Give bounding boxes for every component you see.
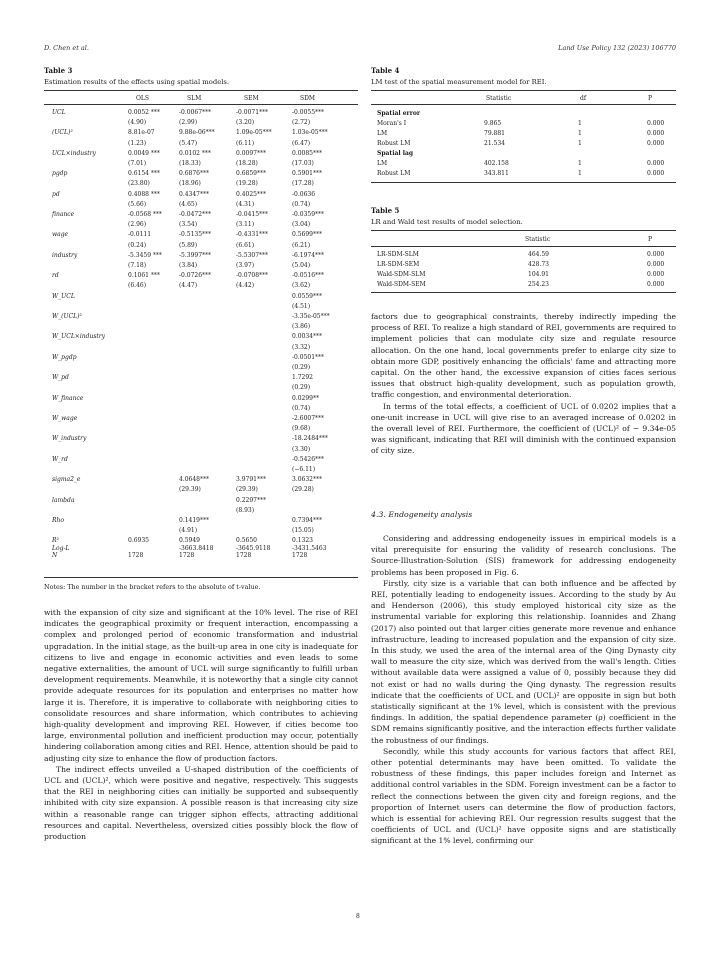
table-cell: 0.000 <box>647 251 665 258</box>
table-cell: 343.811 <box>484 170 509 177</box>
column-header: P <box>648 95 653 102</box>
column-header: Statistic <box>525 236 551 243</box>
row-label: W_pd <box>52 374 69 382</box>
table-cell: (8.93) <box>236 506 255 514</box>
table-cell: 0.5901*** <box>292 170 322 178</box>
table-3-top-rule <box>44 90 358 91</box>
table-cell: -0.0359*** <box>292 211 325 218</box>
table-cell: 0.1323 <box>292 537 313 545</box>
table-cell: 1728 <box>292 551 308 559</box>
table-cell: (5.47) <box>179 139 198 147</box>
row-label: W_rd <box>52 455 68 463</box>
table-5-title: Table 5 <box>371 206 400 215</box>
row-label: (UCL)² <box>52 129 73 137</box>
table-cell: 0.5949 <box>179 537 200 545</box>
table-cell: (7.01) <box>128 160 147 167</box>
table-cell: (3.97) <box>236 262 255 269</box>
row-label: rd <box>52 272 59 280</box>
table-cell: (6.11) <box>236 139 255 147</box>
table-cell: 9.865 <box>484 120 502 127</box>
table-cell: 0.0052 *** <box>128 109 160 116</box>
table-cell: (4.51) <box>292 302 311 310</box>
table-cell: (7.18) <box>128 262 147 269</box>
table-4-top-rule <box>371 90 676 91</box>
table-cell: -3663.8418 <box>179 544 214 552</box>
table-cell: 254.23 <box>528 281 549 288</box>
table-cell: (3.04) <box>292 221 311 229</box>
table-cell: (−6.11) <box>292 466 316 473</box>
row-label: W_(UCL)² <box>52 313 82 320</box>
column-header: OLS <box>136 95 150 102</box>
table-cell: 0.0102 *** <box>179 149 211 157</box>
table-cell: 0.000 <box>647 271 665 278</box>
table-cell: 0.0097*** <box>236 149 266 157</box>
paragraph: factors due to geographical constraints, thereby indirectly impeding the process of REI. To realize a high standard of REI, governments are required to implement policies that can modulate city size and regulate resource allocation. On the one hand, local governments prefer to enlarge city size to obtain more GDP, positively enhancing the officials' fame and attracting more capital. On the other hand, the excessive expansion of cities faces serious issues that obstruct high-quality development, such as population growth, traffic congestion, and environmental deterioration. <box>371 312 676 400</box>
table-cell: (6.47) <box>292 139 311 147</box>
row-label: W_wage <box>52 415 78 422</box>
row-label: Wald-SDM-SEM <box>377 281 426 288</box>
table-cell: 9.88e-06*** <box>179 129 215 137</box>
table-cell: -0.0071*** <box>236 109 269 116</box>
row-label: pgdp <box>52 170 68 178</box>
table-cell: 0.4347*** <box>179 190 209 198</box>
table-cell: (0.74) <box>292 404 311 412</box>
table-cell: (9.68) <box>292 425 311 433</box>
table-cell: (29.39) <box>236 486 258 494</box>
table-cell: -0.0708*** <box>236 272 269 280</box>
row-label: finance <box>52 211 75 218</box>
table-5-top-rule <box>371 230 676 231</box>
column-header: SLM <box>187 95 202 102</box>
table-cell: 0.4088 *** <box>128 190 160 198</box>
table-cell: -0.0415*** <box>236 211 269 218</box>
table-cell: (3.86) <box>292 323 311 331</box>
table-cell: (6.46) <box>128 282 147 290</box>
table-cell: (1.23) <box>128 139 147 147</box>
table-cell: (2.96) <box>128 221 147 229</box>
table-cell: (0.29) <box>292 364 311 371</box>
table-cell: (5.89) <box>179 241 198 249</box>
running-head-journal: Land Use Policy 132 (2023) 106770 <box>558 44 676 52</box>
row-label: LR-SDM-SLM <box>377 251 419 258</box>
table-4-header-rule <box>371 104 676 105</box>
table-cell: (3.20) <box>236 119 255 127</box>
row-label: industry <box>52 251 78 259</box>
column-header: SDM <box>300 95 316 102</box>
row-label: W_finance <box>52 394 84 402</box>
paragraph: Secondly, while this study accounts for various factors that affect REI, other potential determinants may have been omitted. To validate the robustness of these findings, this paper includes foreign and Internet as additional control variables in the SDM. Foreign investment can be a factor to reflect the connections between the given city and foreign regions, and the proportion of Internet users can determine the flow of production factors, which is essential for achieving REI. Our regression results suggest that the coefficients of UCL and (UCL)² have opposite signs and are statistically significant at the 1% level, confirming our <box>371 746 676 846</box>
table-cell: 0.5699*** <box>292 231 322 239</box>
table-3-note: Notes: The number in the bracket refers to the absolute of t-value. <box>44 583 261 591</box>
table-cell: (4.91) <box>179 527 198 535</box>
table-cell: 0.6859*** <box>236 170 266 178</box>
table-cell: 1 <box>578 130 582 137</box>
table-cell: (4.31) <box>236 200 255 208</box>
table-cell: 0.000 <box>647 170 665 177</box>
table-cell: (6.61) <box>236 241 255 249</box>
table-cell: 1728 <box>128 551 144 559</box>
table-3-title: Table 3 <box>44 66 73 75</box>
table-cell: (0.74) <box>292 200 311 208</box>
section-heading: 4.3. Endogeneity analysis <box>371 510 473 519</box>
row-label: W_pgdp <box>52 353 77 361</box>
row-label: lambda <box>52 496 75 504</box>
table-cell: (29.39) <box>179 486 201 494</box>
column-header: df <box>580 95 587 102</box>
table-4-subtitle: LM test of the spatial measurement model for REI. <box>371 78 547 86</box>
row-label: W_UCL <box>52 292 75 300</box>
row-label: LR-SDM-SEM <box>377 261 420 268</box>
table-cell: -3645.9118 <box>236 544 271 552</box>
row-label: Wald-SDM-SLM <box>377 271 426 278</box>
table-cell: (5.04) <box>292 262 311 269</box>
table-5-subtitle: LR and Wald test results of model selection. <box>371 218 523 226</box>
row-label: Log-L <box>52 544 70 552</box>
paragraph: Considering and addressing endogeneity issues in empirical models is a vital prerequisite for ensuring the validity of research conclusions. The Source-Illustration-Solution (SIS) framework for addressing endogeneity problems has been proposed in Fig. 6. <box>371 534 676 577</box>
table-cell: (23.80) <box>128 180 150 188</box>
table-cell: (3.32) <box>292 343 311 351</box>
table-cell: -0.0067*** <box>179 109 212 116</box>
table-cell: (18.96) <box>179 180 201 188</box>
row-label: LM <box>377 160 388 167</box>
table-cell: 0.0299** <box>292 394 319 402</box>
table-3-bottom-rule <box>44 577 358 578</box>
table-cell: 3.9791*** <box>236 476 266 484</box>
column-header: Statistic <box>486 95 512 102</box>
table-cell: 1 <box>578 140 582 147</box>
table-cell: 0.000 <box>647 120 665 127</box>
table-cell: -0.5426*** <box>292 455 325 463</box>
row-label: Rho <box>52 517 64 524</box>
table-cell: (18.33) <box>179 160 201 167</box>
table-cell: -5.3997*** <box>179 251 212 259</box>
table-cell: (3.54) <box>179 221 198 229</box>
table-cell: 402.158 <box>484 160 509 167</box>
table-cell: (2.72) <box>292 119 311 127</box>
row-label: sigma2_e <box>52 476 81 484</box>
table-cell: 464.59 <box>528 251 549 258</box>
right-column-text-top <box>371 311 676 457</box>
table-cell: (3.11) <box>236 221 255 229</box>
table-cell: (3.62) <box>292 282 311 290</box>
table-cell: -0.0111 <box>128 231 152 239</box>
running-head-authors: D. Chen et al. <box>44 44 89 52</box>
table-cell: 1.09e-05*** <box>236 129 272 137</box>
table-cell: (5.66) <box>128 200 147 208</box>
table-cell: (3.30) <box>292 445 311 453</box>
left-column-text <box>44 607 358 842</box>
table-cell: -2.6007*** <box>292 415 325 422</box>
table-cell: 0.000 <box>647 160 665 167</box>
table-cell: (17.28) <box>292 180 314 188</box>
table-cell: -0.0472*** <box>179 211 212 218</box>
table-cell: 0.0034*** <box>292 333 322 341</box>
table-cell: 0.000 <box>647 261 665 268</box>
table-cell: 1.03e-05*** <box>292 129 328 137</box>
table-cell: (6.21) <box>292 241 311 249</box>
table-cell: -0.5135*** <box>179 231 212 239</box>
row-label: pd <box>52 190 60 198</box>
paragraph: with the expansion of city size and significant at the 10% level. The rise of REI indicates the geographical proximity or frequent interaction, encompassing a complex and prolonged period of economic transformation and industrial upgradation. In the initial stage, as the built-up area in one city is inadequate for citizens to live and engage in economic activities and even leads to some negative externalities, the amount of UCL will surge significantly to fulfill urban development requirements. Meanwhile, it is noteworthy that a single city cannot provide adequate resources for its population and enterprises no matter how large it is. Therefore, it is imperative to collaborate with neighboring cities to consolidate resources and share information, which contributes to achieving high-quality development and improving REI. However, if cities become too large, environmental pollution and inefficient production may occur, potentially hindering collaboration among cities and REI. Hence, attention should be paid to adjusting city size to enhance the flow of production factors. <box>44 608 358 763</box>
paragraph: Firstly, city size is a variable that can both influence and be affected by REI, potentially leading to endogeneity issues. According to the study by Au and Henderson (2006), this study employed historical city size as the instrumental variable for exploring this relationship. Ioannides and Zhang (2017) also pointed out that larger cities generate more revenue and enhance infrastructure, leading to increased population and the expansion of city size. In this study, we used the area of the internal area of the Qing Dynasty city wall to measure the city size, which was derived from the wall's length. Cities without available data were assigned a value of 0, possibly because they did not exist or had no walls during the Qing dynasty. The regression results indicate that the coefficients of UCL and (UCL)² are opposite in sign but both statistically significant at the 1% level, which is consistent with the previous findings. In addition, the spatial dependence parameter (ρ) coefficient in the SDM remains significantly positive, and the interaction effects further validate the robustness of our findings. <box>371 578 676 745</box>
table-cell: (2.99) <box>179 119 198 127</box>
row-label: Robust LM <box>377 140 411 147</box>
column-header: P <box>648 236 653 243</box>
column-header: SEM <box>244 95 259 102</box>
table-cell: 8.81e-07 <box>128 129 155 137</box>
table-cell: -0.0516*** <box>292 272 325 280</box>
table-cell: 3.0632*** <box>292 476 322 484</box>
table-cell: 0.4025*** <box>236 190 266 198</box>
table-cell: 428.73 <box>528 261 549 268</box>
table-cell: 0.2297*** <box>236 496 266 504</box>
table-cell: 0.000 <box>647 140 665 147</box>
table-cell: 0.0559*** <box>292 292 322 300</box>
table-cell: -3.35e-05*** <box>292 313 330 320</box>
table-cell: (4.65) <box>179 200 198 208</box>
row-label: UCL <box>52 109 66 116</box>
table-cell: 0.0049 *** <box>128 149 160 157</box>
row-label: W_UCL×industry <box>52 333 106 341</box>
paragraph: In terms of the total effects, a coefficient of UCL of 0.0202 implies that a one-unit increase in UCL will give rise to an averaged increase of 0.0202 in the overall level of REI. Furthermore, the coefficient of (UCL)² of − 9.34e-05 was significant, indicating that REI will diminish with the continued expansion of city size. <box>371 401 676 456</box>
table-cell: (29.28) <box>292 486 314 494</box>
row-label: Moran's I <box>377 120 407 127</box>
row-label: Spatial error <box>377 110 421 117</box>
paragraph: The indirect effects unveiled a U-shaped distribution of the coefficients of UCL and (UCL)², which were positive and negative, respectively. This suggests that the REI in neighboring cities can initially be supported and subsequently inhibited with city size expansion. A possible reason is that increasing city size within a reasonable range can trigger siphon effects, attracting additional resources and capital. Nevertheless, oversized cities possibly block the flow of production <box>44 764 358 842</box>
table-cell: -0.0726*** <box>179 272 212 280</box>
table-cell: 4.0648*** <box>179 476 209 484</box>
table-cell: 0.6935 <box>128 537 149 545</box>
table-cell: -6.1974*** <box>292 251 325 259</box>
table-cell: 0.000 <box>647 130 665 137</box>
table-cell: 0.6876*** <box>179 170 209 178</box>
table-cell: 0.5650 <box>236 537 257 545</box>
row-label: wage <box>52 231 69 239</box>
table-cell: -0.4331*** <box>236 231 269 239</box>
table-cell: (19.28) <box>236 180 258 188</box>
table-cell: 0.1419*** <box>179 517 209 524</box>
table-cell: (3.84) <box>179 262 198 269</box>
table-cell: 1 <box>578 170 582 177</box>
row-label: LM <box>377 130 388 137</box>
table-cell: 1728 <box>236 551 252 559</box>
table-cell: -0.0568 *** <box>128 211 162 218</box>
table-cell: -5.5307*** <box>236 251 269 259</box>
table-cell: 1 <box>578 160 582 167</box>
table-5-bottom-rule <box>371 292 676 293</box>
row-label: Robust LM <box>377 170 411 177</box>
table-cell: 104.91 <box>528 271 549 278</box>
page-number: 8 <box>356 913 360 920</box>
table-4-bottom-rule <box>371 182 676 183</box>
table-cell: 0.0085*** <box>292 149 322 157</box>
table-cell: 21.534 <box>484 140 505 147</box>
table-cell: -18.2484*** <box>292 435 328 443</box>
table-cell: 0.000 <box>647 281 665 288</box>
table-cell: 0.1061 *** <box>128 272 160 280</box>
row-label: R² <box>52 537 59 545</box>
table-cell: (0.29) <box>292 384 311 392</box>
table-cell: 79.881 <box>484 130 505 137</box>
table-cell: (4.42) <box>236 282 255 290</box>
table-cell: (15.05) <box>292 527 314 535</box>
table-3-subtitle: Estimation results of the effects using spatial models. <box>44 78 230 86</box>
row-label: N <box>52 551 58 559</box>
table-cell: -5.3459 *** <box>128 251 162 259</box>
table-cell: 1728 <box>179 551 195 559</box>
row-label: W_industry <box>52 435 87 443</box>
row-label: Spatial lag <box>377 150 414 157</box>
table-cell: (17.03) <box>292 160 314 167</box>
table-cell: -3431.5463 <box>292 544 327 552</box>
table-5-header-rule <box>371 246 676 247</box>
right-column-text-bottom <box>371 533 676 847</box>
table-cell: (0.24) <box>128 241 147 249</box>
table-cell: -0.0636 <box>292 190 316 198</box>
table-cell: (4.90) <box>128 119 147 127</box>
row-label: UCL×industry <box>52 149 96 157</box>
table-cell: 1.7292 <box>292 374 313 382</box>
table-3-header-rule <box>44 104 358 105</box>
table-cell: 1 <box>578 120 582 127</box>
table-cell: -0.0055*** <box>292 109 325 116</box>
table-cell: (4.47) <box>179 282 198 290</box>
table-4-title: Table 4 <box>371 66 400 75</box>
table-cell: 0.7394*** <box>292 517 322 524</box>
table-cell: (18.28) <box>236 160 258 167</box>
table-cell: -0.0501*** <box>292 353 325 361</box>
table-cell: 0.6154 *** <box>128 170 160 178</box>
